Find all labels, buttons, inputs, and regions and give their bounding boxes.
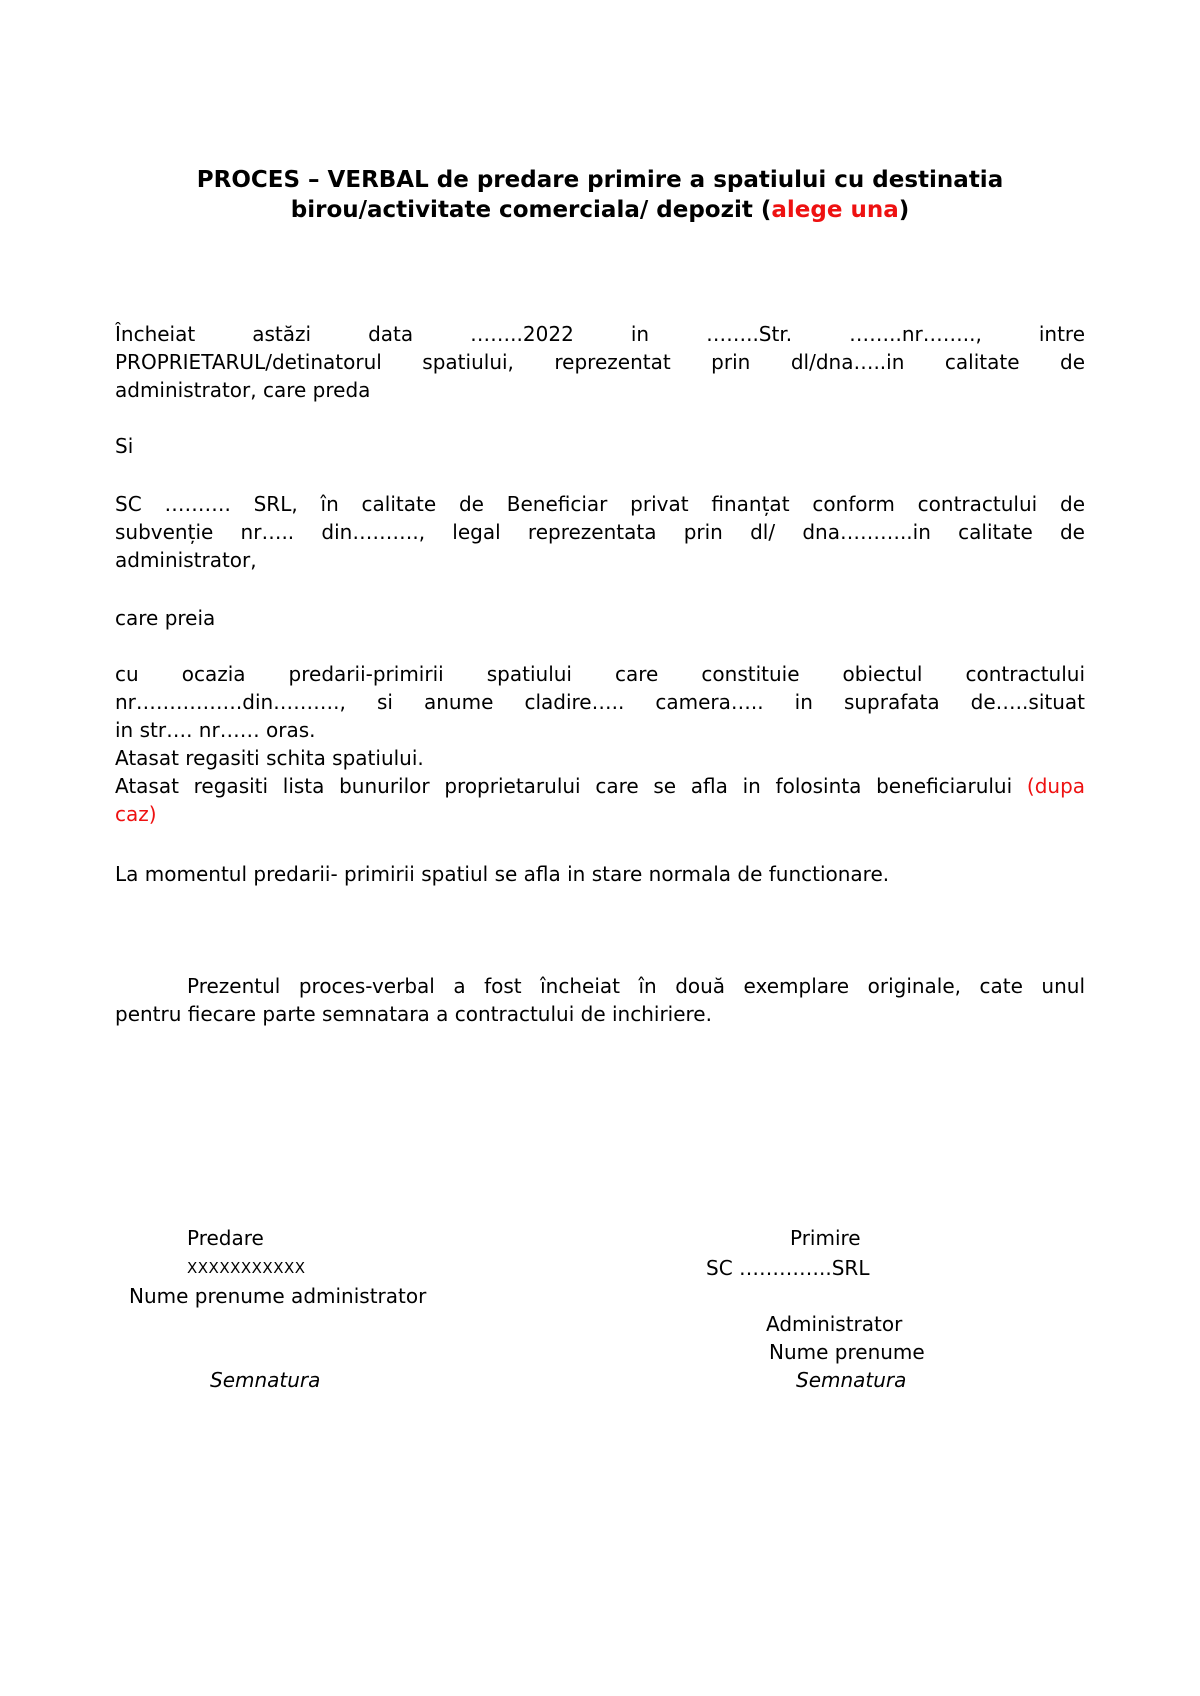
paragraph1-line2: PROPRIETARUL/detinatorul spatiului, reprezentat prin dl/dna…..in calitate de (115, 350, 1085, 374)
condition-statement: La momentul predarii- primirii spatiul se afla in stare normala de functionare. (115, 862, 890, 886)
paragraph3-line1: cu ocazia predarii-primirii spatiului care constituie obiectul contractului (115, 662, 1085, 686)
care-preia: care preia (115, 606, 216, 630)
paragraph1-line3: administrator, care preda (115, 378, 371, 402)
title-line-2-suffix: ) (898, 197, 910, 223)
paragraph2-line2: subvenție nr….. din………., legal reprezentata prin dl/ dna………..in calitate de (115, 520, 1085, 544)
left-signature-company: XXXXXXXXXXX (187, 1259, 306, 1277)
right-signature-label: Primire (790, 1226, 861, 1250)
right-signature-role: Administrator (766, 1312, 903, 1336)
paragraph-parties-owner (115, 320, 1085, 404)
paragraph3-line2: nr…………….din………., si anume cladire….. camera….. in suprafata de…..situat (115, 690, 1085, 714)
paragraph-parties-beneficiary (115, 490, 1085, 574)
right-signature-name: Nume prenume (769, 1340, 925, 1364)
paragraph3-line5 (115, 772, 1085, 800)
title-line-2-prefix: birou/activitate comerciala/ depozit ( (290, 197, 772, 223)
paragraph3-line4: Atasat regasiti schita spatiului. (115, 746, 424, 770)
paragraph1-line1: Încheiat astăzi data ……..2022 in ……..Str. ……..nr…….., intre (115, 322, 1085, 346)
paragraph3-line6: caz) (115, 802, 157, 826)
conjunction-si: Si (115, 434, 134, 458)
left-signature-label: Predare (187, 1226, 264, 1250)
left-signature-name: Nume prenume administrator (129, 1284, 427, 1308)
title-choose-one: alege una (771, 197, 899, 223)
closing-line2: pentru fiecare parte semnatara a contractului de inchiriere. (115, 1002, 712, 1026)
paragraph2-line1: SC ………. SRL, în calitate de Beneficiar privat finanțat conform contractului de (115, 492, 1085, 516)
right-signature-company: SC …………..SRL (706, 1256, 870, 1280)
paragraph3-line5-red: (dupa (1026, 774, 1086, 798)
title-line-2 (0, 195, 1200, 225)
title-line-1: PROCES – VERBAL de predare primire a spatiului cu destinatia (196, 167, 1004, 193)
paragraph-space-description (115, 660, 1085, 828)
right-signature-sign: Semnatura (796, 1368, 907, 1392)
document-title (0, 165, 1200, 225)
left-signature-sign: Semnatura (210, 1368, 321, 1392)
paragraph3-line5-text: Atasat regasiti lista bunurilor proprietarului care se afla in folosinta beneficiarului (115, 774, 1013, 798)
paragraph3-line3: in str…. nr…… oras. (115, 718, 316, 742)
closing-paragraph (115, 972, 1085, 1028)
paragraph2-line3: administrator, (115, 548, 257, 572)
closing-line1: Prezentul proces-verbal a fost încheiat în două exemplare originale, cate unul (187, 974, 1085, 998)
